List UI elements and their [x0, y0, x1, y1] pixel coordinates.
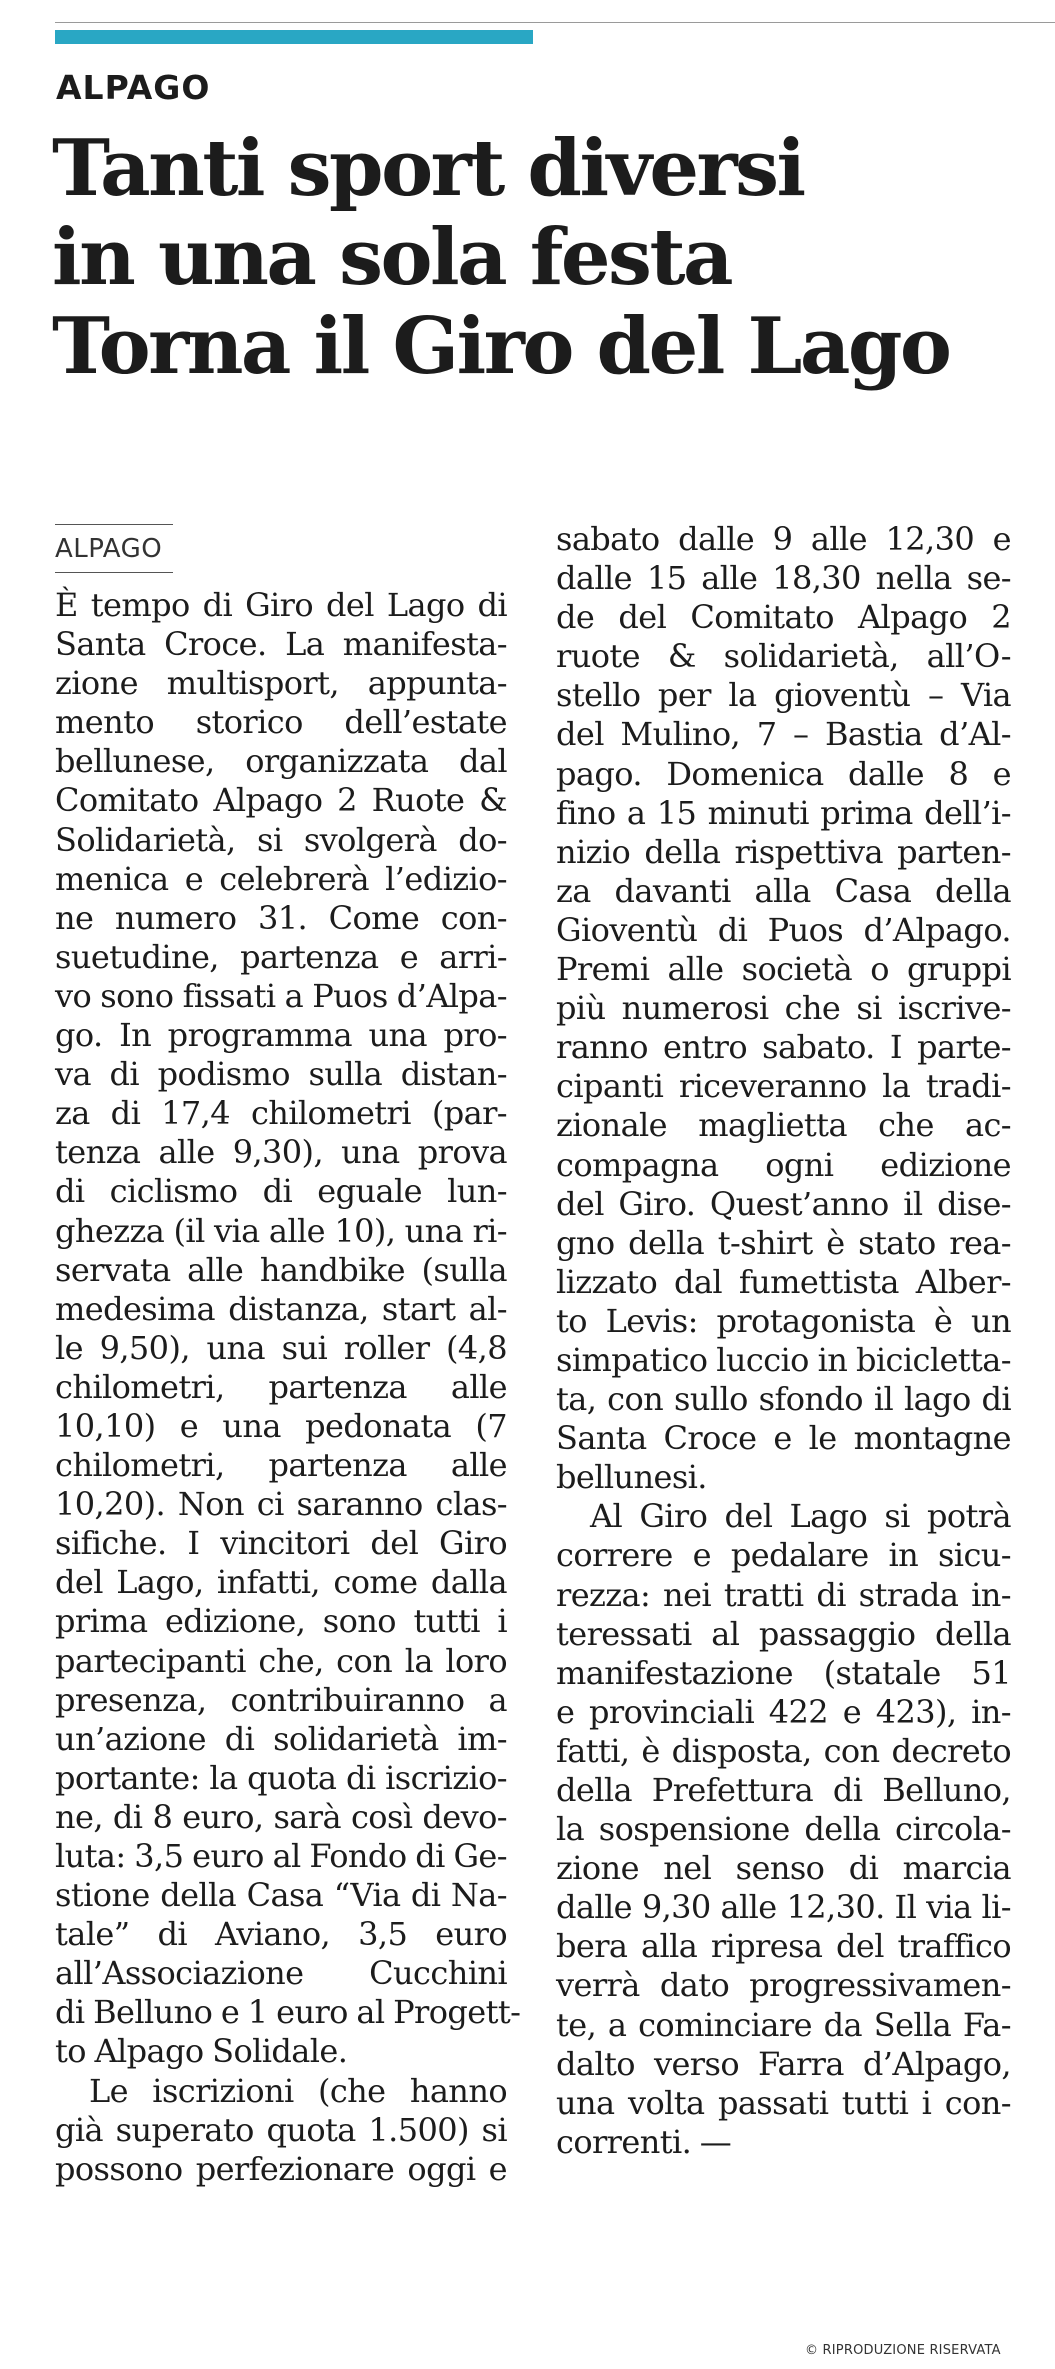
article-line: Premi alle società o gruppi — [556, 950, 1011, 989]
article-line: chilometri, partenza alle — [55, 1446, 507, 1485]
article-line: e provinciali 422 e 423), in- — [556, 1692, 1011, 1731]
article-line: bellunesi. — [556, 1458, 707, 1497]
article-line: servata alle handbike (sulla — [55, 1250, 507, 1289]
article-line: 10,10) e una pedonata (7 — [55, 1406, 507, 1445]
article-line: 10,20). Non ci saranno clas- — [55, 1485, 507, 1524]
headline-line: Torna il Giro del Lago — [52, 301, 950, 392]
article-line: teressati al passaggio della — [556, 1614, 1011, 1653]
article-line: verrà dato progressivamen- — [556, 1966, 1011, 2005]
article-column-left — [55, 520, 521, 2189]
article-line: all’Associazione Cucchini — [55, 1954, 507, 1993]
article-line: Gioventù di Puos d’Alpago. — [556, 910, 1011, 949]
article-line: nizio della rispettiva parten- — [556, 832, 1011, 871]
article-line: Solidarietà, si svolgerà do- — [55, 820, 507, 859]
article-line: Santa Croce e le montagne — [556, 1419, 1011, 1458]
article-line: lizzato dal fumettista Alber- — [556, 1262, 1011, 1301]
article-line: vo sono fissati a Puos d’Alpa- — [55, 976, 507, 1015]
kicker: ALPAGO — [56, 68, 211, 107]
article-line: possono perfezionare oggi e — [55, 2149, 507, 2188]
article-line: ne numero 31. Come con- — [55, 898, 507, 937]
article-line: rezza: nei tratti di strada in- — [556, 1575, 1011, 1614]
article-line: za di 17,4 chilometri (par- — [55, 1094, 507, 1133]
article-line: bera alla ripresa del traffico — [556, 1927, 1011, 1966]
article-line: ghezza (il via alle 10), una ri- — [55, 1211, 507, 1250]
article-line: pago. Domenica dalle 8 e — [556, 754, 1011, 793]
article-line: ruote & solidarietà, all’O- — [556, 637, 1011, 676]
article-line: to Alpago Solidale. — [55, 2032, 348, 2071]
article-line: tenza alle 9,30), una prova — [55, 1133, 507, 1172]
article-line: Al Giro del Lago si potrà — [590, 1497, 1011, 1536]
article-line: dalle 15 alle 18,30 nella se- — [556, 559, 1011, 598]
article-line: to Levis: protagonista è un — [556, 1301, 1011, 1340]
article-line: manifestazione (statale 51 — [556, 1653, 1011, 1692]
article-line: zione multisport, appunta- — [55, 664, 507, 703]
copyright-notice: © RIPRODUZIONE RISERVATA — [805, 2343, 1001, 2358]
article-line: simpatico luccio in bicicletta- — [556, 1340, 1011, 1379]
article-line: compagna ogni edizione — [556, 1145, 1011, 1184]
section-accent-bar — [55, 30, 533, 44]
article-line: zione nel senso di marcia — [556, 1849, 1011, 1888]
article-line: una volta passati tutti i con- — [556, 2083, 1011, 2122]
article-line: Le iscrizioni (che hanno — [89, 2071, 507, 2110]
article-line: sabato dalle 9 alle 12,30 e — [556, 520, 1011, 558]
top-rule — [55, 22, 1055, 23]
article-line: dalle 9,30 alle 12,30. Il via li- — [556, 1888, 1011, 1927]
article-line: zionale maglietta che ac- — [556, 1106, 1011, 1145]
article-line: chilometri, partenza alle — [55, 1367, 507, 1406]
headline-line: Tanti sport diversi — [52, 123, 804, 214]
article-line: de del Comitato Alpago 2 — [556, 598, 1011, 637]
headline — [52, 124, 1052, 391]
article-line: correre e pedalare in sicu- — [556, 1536, 1011, 1575]
article-line: di ciclismo di eguale lun- — [55, 1172, 507, 1211]
article-line: partecipanti che, con la loro — [55, 1641, 507, 1680]
article-line: un’azione di solidarietà im- — [55, 1719, 507, 1758]
article-line: fatti, è disposta, con decreto — [556, 1731, 1011, 1770]
article-line: bellunese, organizzata dal — [55, 742, 507, 781]
article-line: gno della t-shirt è stato rea- — [556, 1223, 1011, 1262]
article-line: già superato quota 1.500) si — [55, 2110, 507, 2149]
article-column-right — [556, 520, 1011, 2162]
article-line: dalto verso Farra d’Alpago, — [556, 2044, 1011, 2083]
dateline: ALPAGO — [55, 524, 173, 573]
article-line: più numerosi che si iscrive- — [556, 989, 1011, 1028]
article-line: prima edizione, sono tutti i — [55, 1602, 507, 1641]
article-line: del Lago, infatti, come dalla — [55, 1563, 507, 1602]
article-line: medesima distanza, start al- — [55, 1289, 507, 1328]
article-line: tale” di Aviano, 3,5 euro — [55, 1915, 507, 1954]
article-line: stione della Casa “Via di Na- — [55, 1876, 507, 1915]
article-line: del Giro. Quest’anno il dise- — [556, 1184, 1011, 1223]
article-line: te, a cominciare da Sella Fa- — [556, 2005, 1011, 2044]
article-line: za davanti alla Casa della — [556, 871, 1011, 910]
article-line: luta: 3,5 euro al Fondo di Ge- — [55, 1837, 507, 1875]
article-line: fino a 15 minuti prima dell’i- — [556, 793, 1011, 832]
article-line: stello per la gioventù – Via — [556, 676, 1011, 715]
article-line: correnti. — — [556, 2122, 732, 2161]
article-line: va di podismo sulla distan- — [55, 1055, 507, 1094]
article-line: go. In programma una pro- — [55, 1016, 507, 1055]
headline-line: in una sola festa — [52, 212, 732, 303]
article-line: suetudine, partenza e arri- — [55, 937, 507, 976]
article-line: mento storico dell’estate — [55, 703, 507, 742]
article-line: la sospensione della circola- — [556, 1810, 1011, 1849]
article-line: di Belluno e 1 euro al Progett- — [55, 1993, 521, 2032]
article-line: cipanti riceveranno la tradi- — [556, 1067, 1011, 1106]
article-line: della Prefettura di Belluno, — [556, 1771, 1011, 1809]
article-line: del Mulino, 7 – Bastia d’Al- — [556, 715, 1011, 754]
article-line: Santa Croce. La manifesta- — [55, 625, 507, 664]
article-line: È tempo di Giro del Lago di — [55, 586, 507, 624]
article-line: ne, di 8 euro, sarà così devo- — [55, 1797, 507, 1836]
article-line: le 9,50), una sui roller (4,8 — [55, 1328, 507, 1367]
article-line: presenza, contribuiranno a — [55, 1680, 507, 1719]
article-line: sifiche. I vincitori del Giro — [55, 1524, 507, 1563]
article-line: ranno entro sabato. I parte- — [556, 1028, 1011, 1067]
article-line: portante: la quota di iscrizio- — [55, 1758, 507, 1797]
article-line: ta, con sullo sfondo il lago di — [556, 1380, 1011, 1419]
article-line: menica e celebrerà l’edizio- — [55, 859, 507, 898]
article-line: Comitato Alpago 2 Ruote & — [55, 781, 507, 820]
